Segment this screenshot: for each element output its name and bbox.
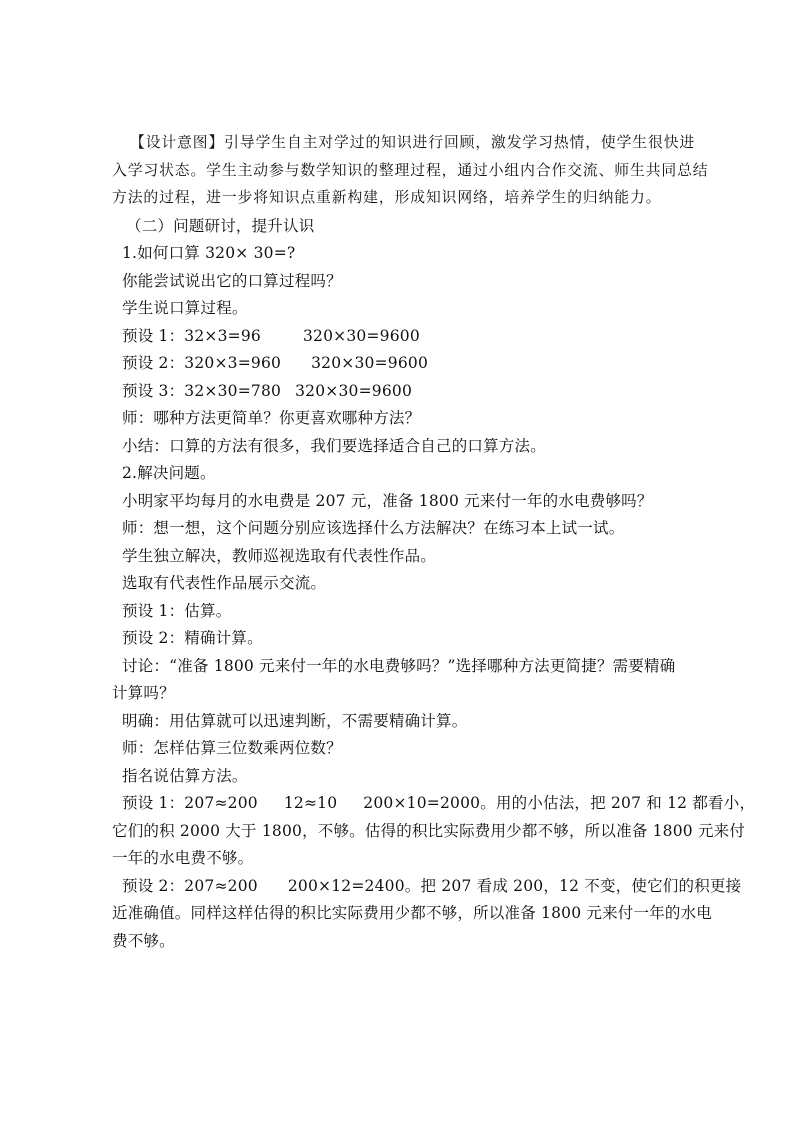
q1-prompt: 你能尝试说出它的口算过程吗？ <box>122 272 342 290</box>
q1-preset-3 <box>122 381 412 401</box>
q2-estimate-2-line-3: 费不够。 <box>112 932 175 950</box>
q2-share: 选取有代表性作品展示交流。 <box>122 574 327 592</box>
q1-student: 学生说口算过程。 <box>122 299 248 317</box>
q1-preset-1 <box>122 326 420 346</box>
q2-estimate-2-line-2: 近准确值。同样这样估得的积比实际费用少都不够，所以准备 1800 元来付一年的水电 <box>112 904 713 922</box>
q1-teacher: 师：哪种方法更简单？你更喜欢哪种方法？ <box>122 409 421 427</box>
q1-title: 1.如何口算 320× 30=? <box>122 244 296 262</box>
q1-preset-1-b: 320×30=9600 <box>302 327 420 345</box>
q2-title: 2.解决问题。 <box>122 464 216 482</box>
q1-preset-3-b: 320×30=9600 <box>295 382 413 400</box>
q2-preset-1: 预设 1：估算。 <box>122 602 232 620</box>
q1-preset-2-a: 预设 2：320×3=960 <box>122 354 282 372</box>
q2-estimate-1-line-1 <box>122 793 755 813</box>
design-intent-line-2: 入学习状态。学生主动参与数学知识的整理过程，通过小组内合作交流、师生共同总结 <box>112 162 709 179</box>
q2-estimate-1-line-3: 一年的水电费不够。 <box>112 849 254 867</box>
design-intent-line-1: 【设计意图】引导学生自主对学过的知识进行回顾，激发学习热情，使学生很快进 <box>130 134 696 151</box>
q2-discussion-line-1: 讨论：“准备 1800 元来付一年的水电费够吗？”选择哪种方法更简捷？需要精确 <box>122 657 676 675</box>
q2-named: 指名说估算方法。 <box>122 767 248 785</box>
q2-estimate-1-c: 200×10=2000。用的小估法，把 207 和 12 都看小， <box>363 794 756 812</box>
q2-teacher-1: 师：想一想，这个问题分别应该选择什么方法解决？在练习本上试一试。 <box>122 519 625 537</box>
q2-estimate-1-a: 预设 1：207≈200 <box>122 794 258 812</box>
q1-preset-1-a: 预设 1：32×3=96 <box>122 327 261 345</box>
q2-estimate-1-line-2: 它们的积 2000 大于 1800，不够。估得的积比实际费用少都不够，所以准备 1800 元来付 <box>112 822 746 840</box>
q1-preset-2 <box>122 353 428 373</box>
q2-estimate-2-line-1 <box>122 876 741 896</box>
q2-estimate-2-a: 预设 2：207≈200 <box>122 877 258 895</box>
q1-summary: 小结：口算的方法有很多，我们要选择适合自己的口算方法。 <box>122 437 546 455</box>
q2-estimate-2-b: 200×12=2400。把 207 看成 200，12 不变，使它们的积更接 <box>287 877 742 895</box>
q1-preset-3-a: 预设 3：32×30=780 <box>122 382 282 400</box>
q2-clarify: 明确：用估算就可以迅速判断，不需要精确计算。 <box>122 712 468 730</box>
design-intent-line-3: 方法的过程，进一步将知识点重新构建，形成知识网络，培养学生的归纳能力。 <box>112 189 662 206</box>
q2-discussion-line-2: 计算吗？ <box>112 684 175 702</box>
q2-problem: 小明家平均每月的水电费是 207 元，准备 1800 元来付一年的水电费够吗？ <box>122 492 653 510</box>
q2-teacher-2: 师：怎样估算三位数乘两位数？ <box>122 739 342 757</box>
section-heading: （二）问题研讨，提升认识 <box>126 217 315 235</box>
q2-preset-2: 预设 2：精确计算。 <box>122 629 263 647</box>
q2-student-solve: 学生独立解决，教师巡视选取有代表性作品。 <box>122 547 437 565</box>
q1-preset-2-b: 320×30=9600 <box>311 354 429 372</box>
q2-estimate-1-b: 12≈10 <box>283 794 338 812</box>
